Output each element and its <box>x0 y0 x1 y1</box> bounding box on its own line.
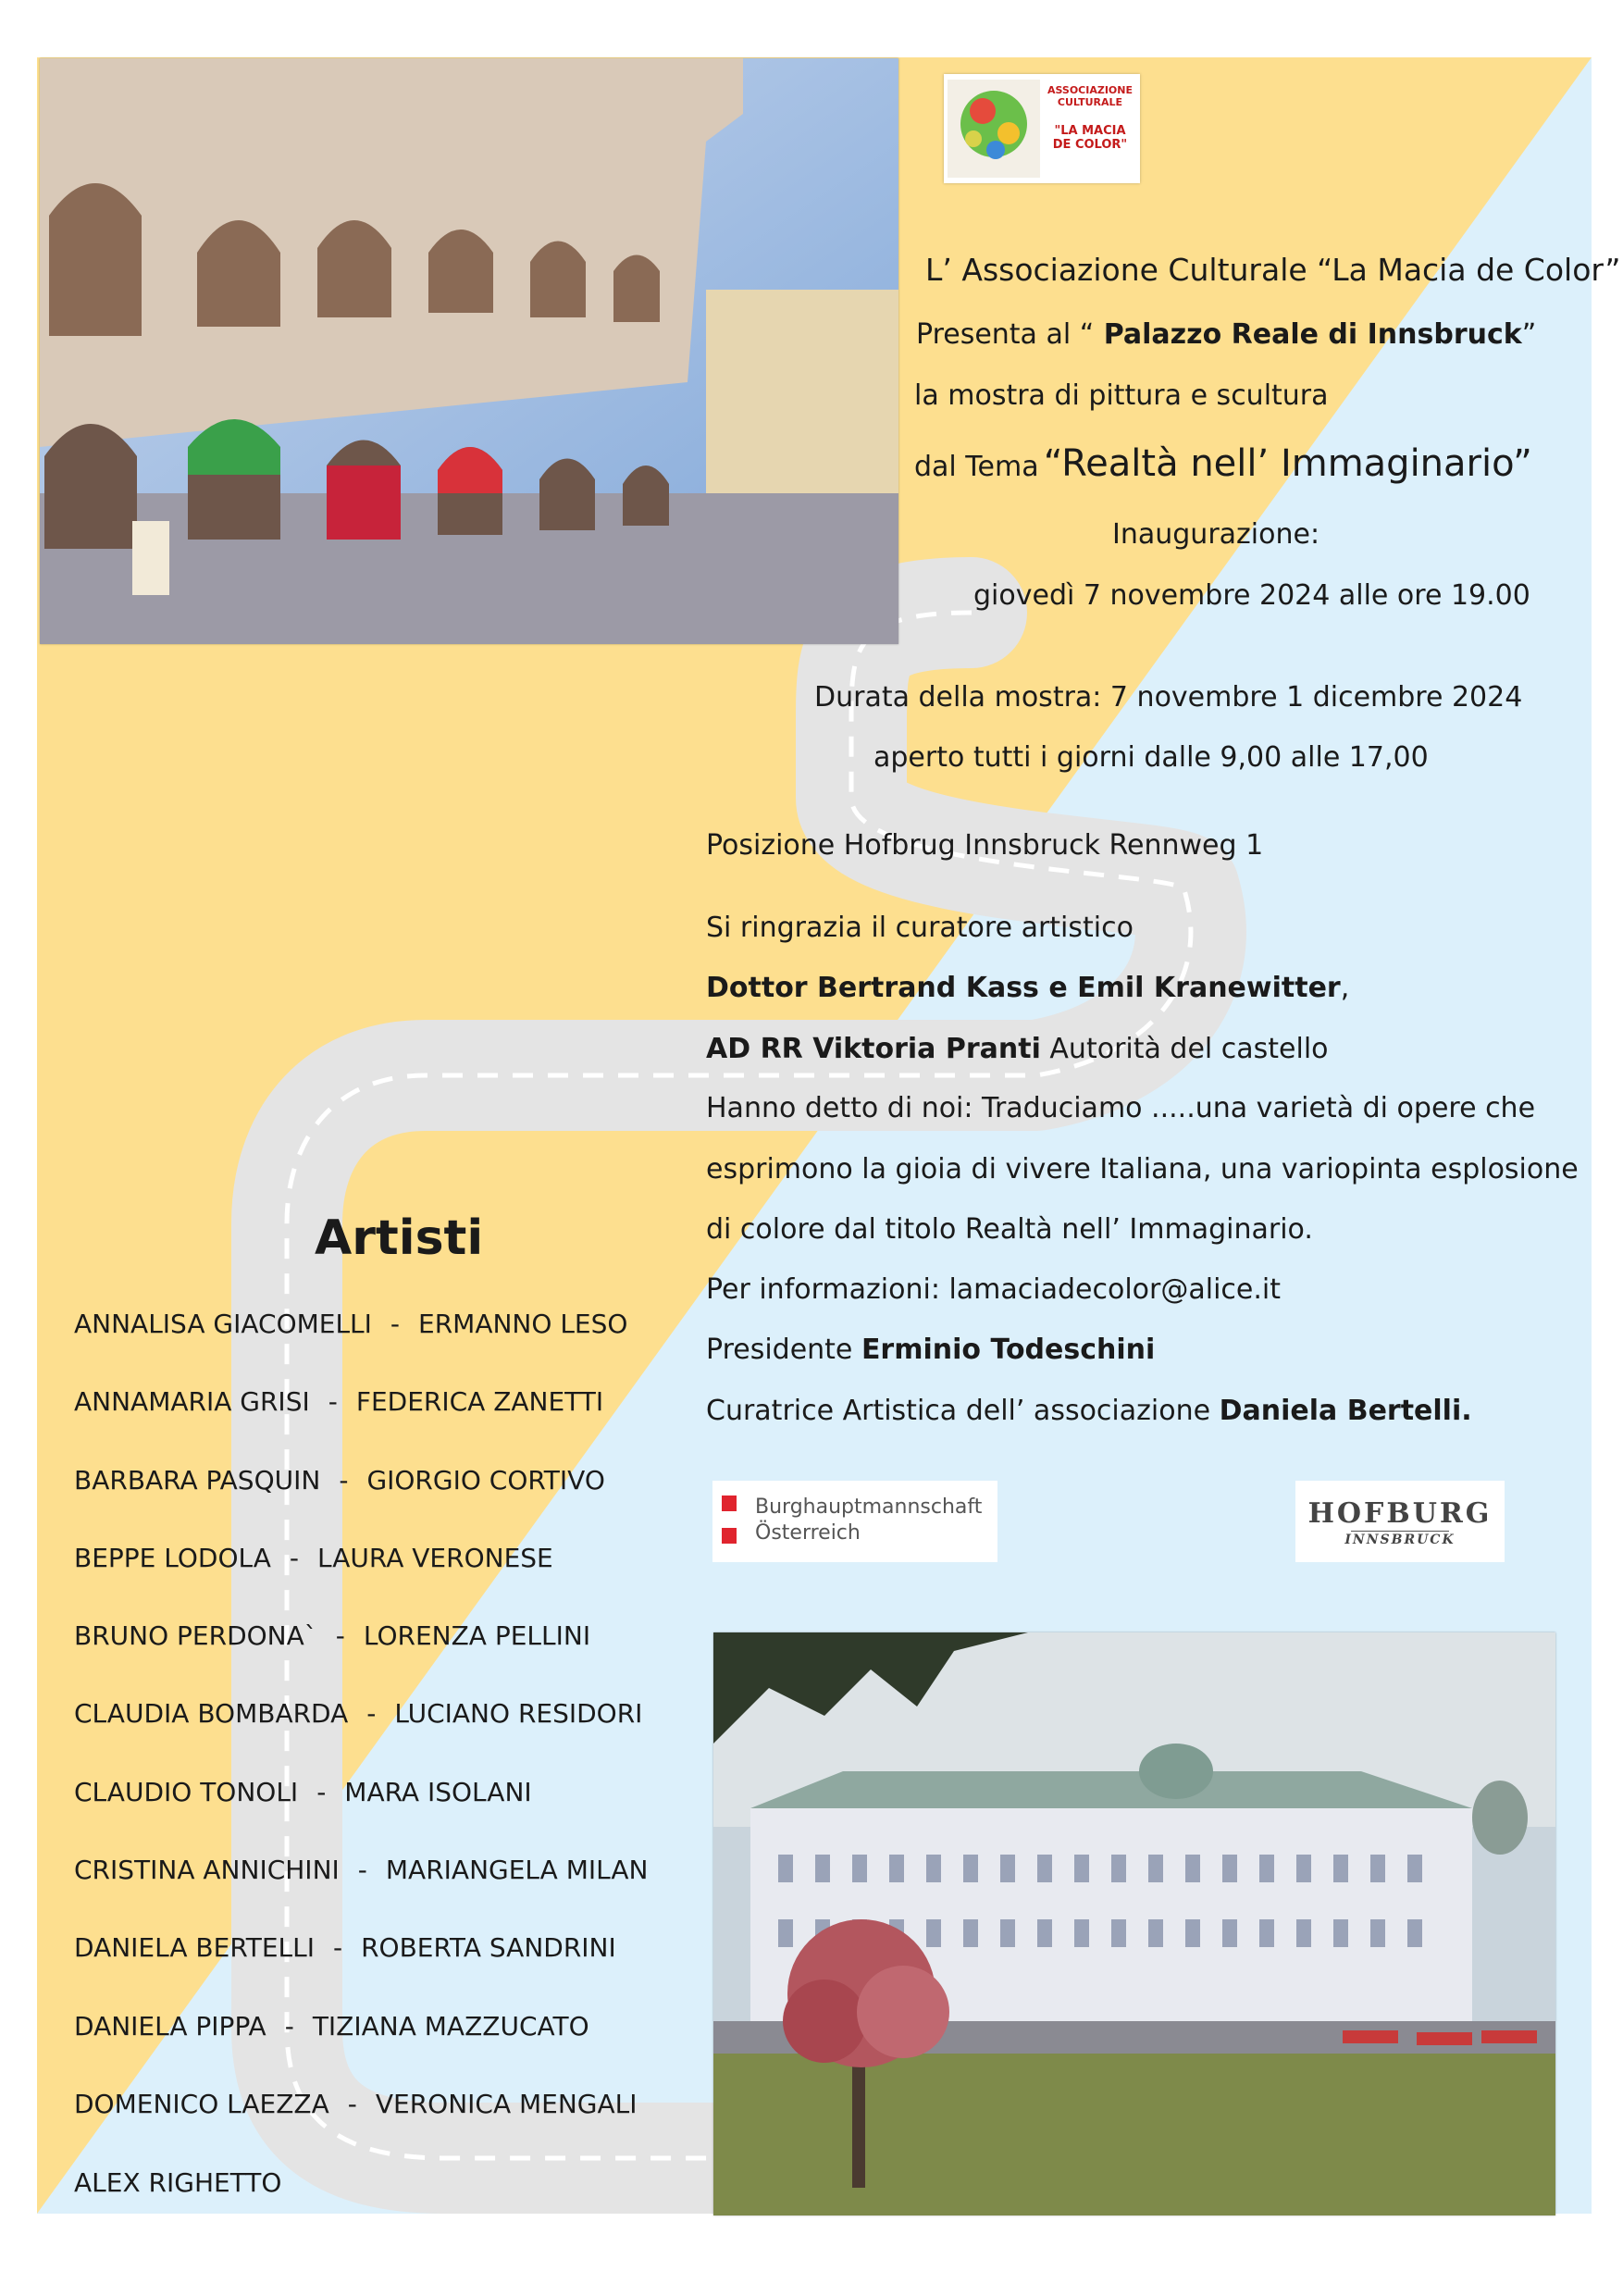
artist-row <box>74 2167 281 2198</box>
artist-row <box>74 1309 627 1339</box>
artist-name: ANNAMARIA GRISI <box>74 1386 310 1417</box>
artist-name: CRISTINA ANNICHINI <box>74 1855 340 1885</box>
presents-line <box>916 318 1536 351</box>
artist-name: VERONICA MENGALI <box>375 2089 638 2119</box>
hofburg-logo <box>1295 1481 1505 1562</box>
opening-hours: aperto tutti i giorni dalle 9,00 alle 17,00 <box>873 741 1429 774</box>
burg-line-2: Österreich <box>755 1521 861 1545</box>
burghauptmannschaft-logo <box>712 1481 997 1562</box>
president-name: Erminio Todeschini <box>861 1334 1156 1366</box>
curator-line <box>706 1395 1472 1427</box>
artist-separator: - <box>357 1855 367 1885</box>
president-label: Presidente <box>706 1334 861 1366</box>
artist-name: GIORGIO CORTIVO <box>366 1465 605 1496</box>
theme-prefix: dal Tema <box>914 451 1039 483</box>
quote-line-2: esprimono la gioia di vivere Italiana, una variopinta esplosione <box>706 1153 1579 1185</box>
artist-name: FEDERICA ZANETTI <box>355 1386 604 1417</box>
artist-name: DANIELA BERTELLI <box>74 1932 315 1963</box>
artist-name: MARIANGELA MILAN <box>385 1855 649 1885</box>
duration: Durata della mostra: 7 novembre 1 dicembre 2024 <box>814 681 1523 714</box>
authority-name: AD RR Viktoria Pranti <box>706 1033 1041 1065</box>
artist-separator: - <box>328 1386 338 1417</box>
presents-prefix: Presenta al “ <box>916 318 1095 351</box>
artist-row <box>74 2011 589 2042</box>
curator-name: Daniela Bertelli. <box>1219 1395 1472 1427</box>
artist-row <box>74 1620 590 1651</box>
position: Posizione Hofbrug Innsbruck Rennweg 1 <box>706 829 1264 862</box>
artist-row <box>74 1465 605 1496</box>
artist-row <box>74 1386 603 1417</box>
curators-names: Dottor Bertrand Kass e Emil Kranewitter <box>706 972 1341 1004</box>
artist-row <box>74 2089 638 2119</box>
artist-row <box>74 1932 616 1963</box>
arena-painting-art <box>40 58 898 644</box>
artist-separator: - <box>390 1309 401 1339</box>
logo-text-1: ASSOCIAZIONE <box>1047 84 1134 96</box>
artist-name: LAURA VERONESE <box>317 1543 553 1573</box>
association-logo <box>944 74 1140 183</box>
exhibition-line: la mostra di pittura e scultura <box>914 379 1329 412</box>
theme-title: “Realtà nell’ Immaginario” <box>1043 442 1532 485</box>
artist-name: TIZIANA MAZZUCATO <box>312 2011 589 2042</box>
artist-name: ANNALISA GIACOMELLI <box>74 1309 372 1339</box>
artist-name: LORENZA PELLINI <box>363 1620 591 1651</box>
artists-title: Artisti <box>315 1210 484 1266</box>
president-line <box>706 1334 1155 1366</box>
artist-separator: - <box>347 2089 357 2119</box>
artist-name: ERMANNO LESO <box>418 1309 628 1339</box>
hofburg-main-text: HOFBURG <box>1307 1497 1493 1530</box>
austria-flag-icon <box>722 1496 737 1544</box>
artist-name: CLAUDIA BOMBARDA <box>74 1698 349 1729</box>
palette-icon <box>948 80 1040 178</box>
authority-role: Autorità del castello <box>1040 1033 1329 1065</box>
hofburg-divider <box>1351 1531 1449 1532</box>
theme-line <box>914 442 1532 485</box>
curators-comma: , <box>1340 972 1350 1004</box>
artist-separator: - <box>284 2011 294 2042</box>
thanks-line: Si ringrazia il curatore artistico <box>706 912 1134 944</box>
artist-separator: - <box>289 1543 300 1573</box>
artist-separator: - <box>335 1620 345 1651</box>
artist-separator: - <box>332 1932 343 1963</box>
quote-line-3: di colore dal titolo Realtà nell’ Immaginario. <box>706 1213 1313 1246</box>
hofburg-painting-art <box>713 1632 1555 2215</box>
artist-row <box>74 1698 642 1729</box>
artist-row <box>74 1855 648 1885</box>
hofburg-sub-text: INNSBRUCK <box>1344 1533 1456 1547</box>
artist-name: BARBARA PASQUIN <box>74 1465 321 1496</box>
logo-text-2: CULTURALE <box>1057 96 1123 108</box>
association-title: L’ Associazione Culturale “La Macia de Color” <box>925 252 1621 288</box>
quote-line-1: Hanno detto di noi: Traduciamo .....una varietà di opere che <box>706 1092 1536 1124</box>
contact-line: Per informazioni: lamaciadecolor@alice.it <box>706 1273 1282 1306</box>
artist-row <box>74 1777 532 1807</box>
artist-separator: - <box>316 1777 327 1807</box>
inauguration-date: giovedì 7 novembre 2024 alle ore 19.00 <box>973 579 1530 612</box>
artist-name: CLAUDIO TONOLI <box>74 1777 299 1807</box>
artist-separator: - <box>366 1698 377 1729</box>
burg-line-1: Burghauptmannschaft <box>755 1496 983 1519</box>
inauguration-label: Inaugurazione: <box>1112 518 1320 551</box>
artist-name: BRUNO PERDONA` <box>74 1620 317 1651</box>
artist-name: LUCIANO RESIDORI <box>394 1698 643 1729</box>
artist-name: MARA ISOLANI <box>344 1777 532 1807</box>
curators-line <box>706 972 1349 1004</box>
arena-painting <box>40 58 898 644</box>
artist-name: DANIELA PIPPA <box>74 2011 266 2042</box>
artist-row <box>74 1543 553 1573</box>
presents-suffix: ” <box>1521 318 1537 351</box>
venue-name: Palazzo Reale di Innsbruck <box>1094 318 1522 351</box>
logo-text-3: "LA MACIA <box>1054 124 1126 138</box>
artist-name: DOMENICO LAEZZA <box>74 2089 329 2119</box>
artist-name: BEPPE LODOLA <box>74 1543 271 1573</box>
logo-text-4: DE COLOR" <box>1052 138 1128 152</box>
artist-name: ALEX RIGHETTO <box>74 2167 282 2198</box>
curator-label: Curatrice Artistica dell’ associazione <box>706 1395 1220 1427</box>
hofburg-painting <box>713 1632 1555 2215</box>
artist-name: ROBERTA SANDRINI <box>361 1932 616 1963</box>
authority-line <box>706 1033 1329 1065</box>
artist-separator: - <box>339 1465 349 1496</box>
